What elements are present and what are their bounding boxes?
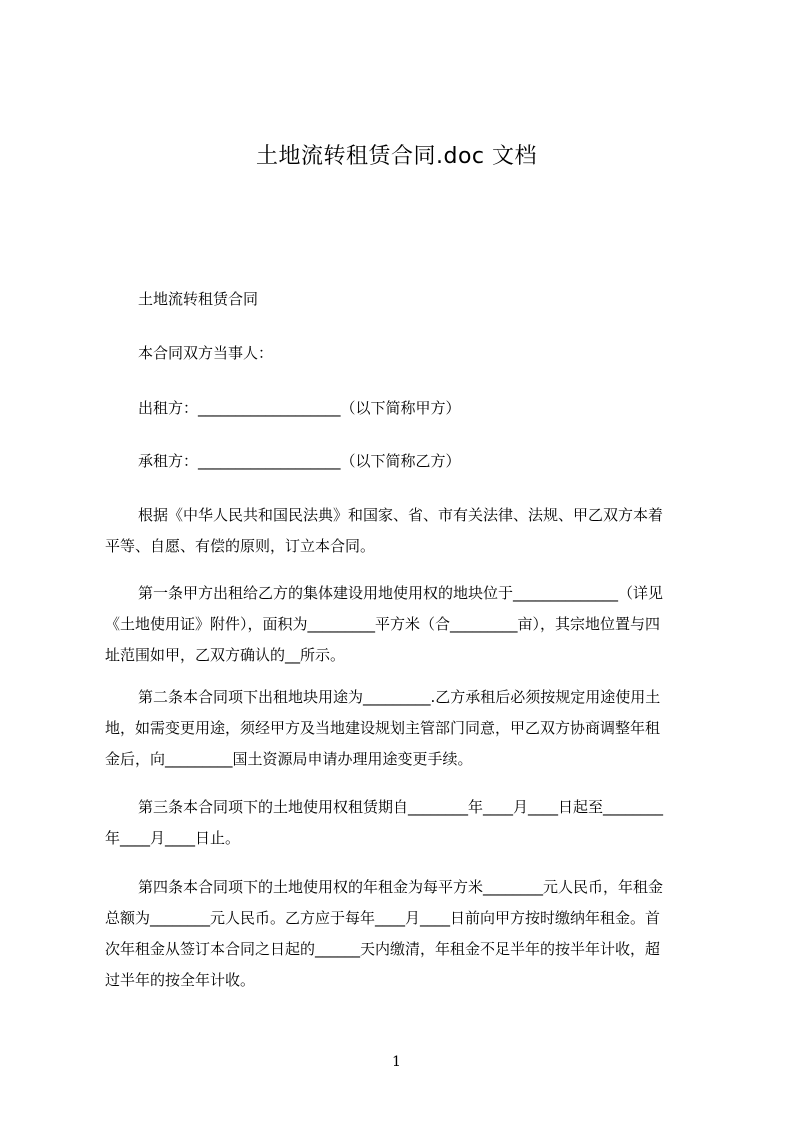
- page-number: 1: [392, 1054, 401, 1070]
- paragraph-line: 过半年的按全年计收。: [105, 971, 256, 989]
- paragraph-line: 第四条本合同项下的土地使用权的年租金为每平方米________元人民币，年租金: [138, 878, 664, 896]
- article-1-paragraph: [105, 578, 702, 671]
- paragraph-line: 第二条本合同项下出租地块用途为_________.乙方承租后必须按规定用途使用土: [138, 688, 661, 706]
- paragraph-line: 第三条本合同项下的土地使用权租赁期自________年____月____日起至________: [138, 798, 664, 816]
- paragraph-line: 平等、自愿、有偿的原则，订立本合同。: [105, 537, 376, 555]
- paragraph-line: 根据《中华人民共和国民法典》和国家、省、市有关法律、法规、甲乙双方本着: [138, 506, 664, 524]
- lessor-line: [105, 393, 702, 424]
- paragraph-line: 承租方：___________________（以下简称乙方）: [138, 452, 461, 470]
- document-title: 土地流转租赁合同.doc 文档: [255, 144, 537, 169]
- paragraph-line: 出租方：___________________（以下简称甲方）: [138, 399, 461, 417]
- paragraph-line: 次年租金从签订本合同之日起的______天内缴清，年租金不足半年的按半年计收，超: [105, 940, 661, 958]
- contract-heading: [105, 284, 702, 315]
- article-3-paragraph: [105, 792, 702, 854]
- preamble-paragraph: [105, 500, 702, 562]
- lessee-line: [105, 446, 702, 477]
- paragraph-line: 址范围如甲，乙双方确认的__所示。: [105, 646, 346, 664]
- paragraph-line: 总额为________元人民币。乙方应于每年____月____日前向甲方按时缴纳年租金。首: [105, 909, 661, 927]
- paragraph-line: 土地流转租赁合同: [138, 290, 259, 308]
- paragraph-line: 年____月____日止。: [105, 829, 241, 847]
- article-4-paragraph: [105, 872, 702, 996]
- paragraph-line: 第一条甲方出租给乙方的集体建设用地使用权的地块位于______________（详见: [138, 584, 664, 602]
- paragraph-line: 本合同双方当事人：: [138, 344, 274, 362]
- paragraph-line: 《土地使用证》附件），面积为_________平方米（合_________亩），其宗地位置与四: [105, 615, 661, 633]
- parties-intro: [105, 338, 702, 369]
- article-2-paragraph: [105, 682, 702, 775]
- paragraph-line: 地，如需变更用途，须经甲方及当地建设规划主管部门同意，甲乙双方协商调整年租: [105, 719, 661, 737]
- paragraph-line: 金后，向_________国土资源局申请办理用途变更手续。: [105, 750, 473, 768]
